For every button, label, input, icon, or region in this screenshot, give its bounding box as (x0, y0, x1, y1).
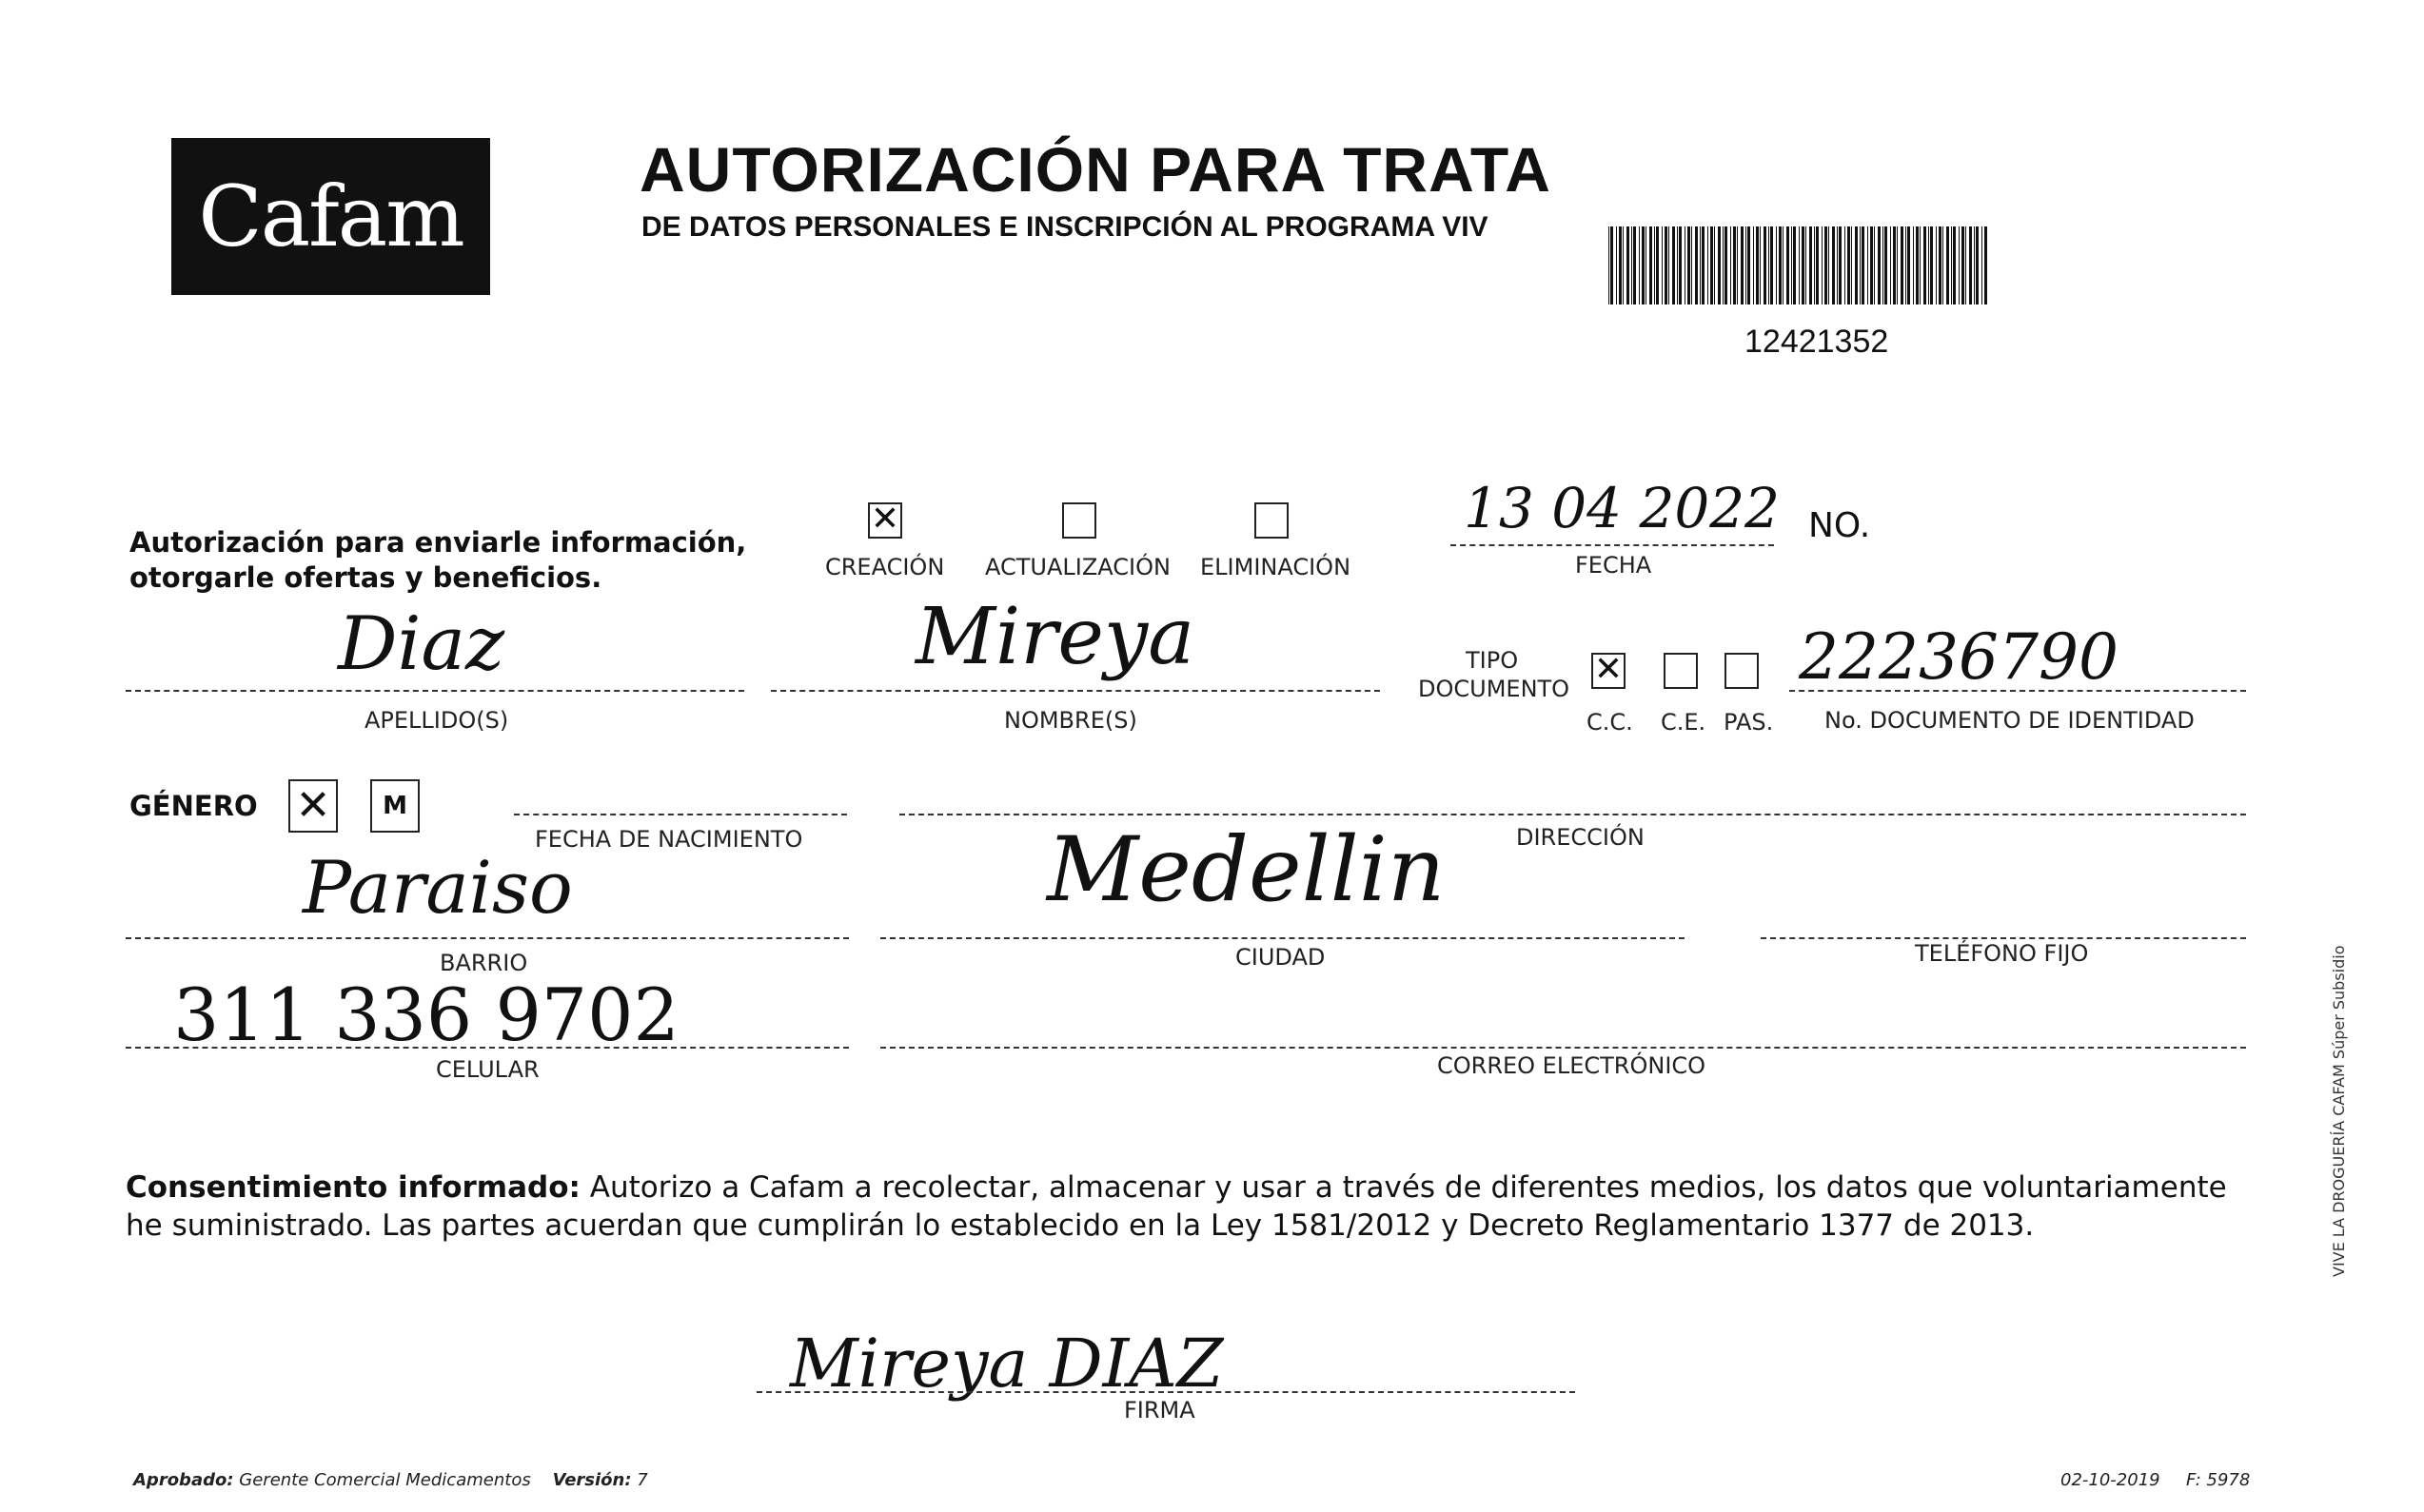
barcode-bar (1905, 226, 1906, 304)
barcode-bar (1665, 226, 1667, 304)
authorization-heading-line2: otorgarle ofertas y beneficios. (129, 561, 602, 594)
barcode-bar (1799, 226, 1800, 304)
barcode-bar (1672, 226, 1675, 304)
barcode-bar (1816, 226, 1819, 304)
tipo-label-line1: TIPO (1466, 647, 1519, 674)
barcode-bar (1619, 226, 1622, 304)
date-value[interactable]: 13 04 2022 (1464, 476, 1781, 540)
barcode-bar (1939, 226, 1941, 304)
barcode-bar (1764, 226, 1766, 304)
barcode-bar (1753, 226, 1754, 304)
barcode-bar (1737, 226, 1738, 304)
direccion-label: DIRECCIÓN (1516, 824, 1645, 851)
barcode-bar (1741, 226, 1744, 304)
barcode-bar (1639, 226, 1640, 304)
barcode-bar (1714, 226, 1715, 304)
barcode-bar (1976, 226, 1979, 304)
barcode-bar (1668, 226, 1669, 304)
documento-value[interactable]: 22236790 (1799, 620, 2119, 694)
barcode-bar (1890, 226, 1891, 304)
barrio-label: BARRIO (440, 950, 528, 976)
genero-label: GÉNERO (129, 790, 258, 822)
barcode-bar (1844, 226, 1845, 304)
barcode-bar (1916, 226, 1919, 304)
date-label: FECHA (1575, 552, 1652, 579)
barcode-bar (1783, 226, 1784, 304)
nombres-label: NOMBRE(S) (1004, 707, 1137, 734)
barcode-bar (1942, 226, 1943, 304)
telefono-fijo-label: TELÉFONO FIJO (1915, 940, 2089, 967)
barcode-bar (1901, 226, 1903, 304)
barcode-bar (1969, 226, 1972, 304)
barcode-bar (1633, 226, 1636, 304)
actualizacion-label: ACTUALIZACIÓN (985, 554, 1171, 580)
barcode-bar (1809, 226, 1812, 304)
apellidos-value[interactable]: Diaz (338, 601, 505, 687)
barcode-bar (1791, 226, 1792, 304)
barcode-bar (1623, 226, 1624, 304)
barcode-bar (1893, 226, 1896, 304)
barcode-bar (1768, 226, 1769, 304)
barcode-bar (1656, 226, 1659, 304)
barcode-bar (1779, 226, 1782, 304)
genero-f-checkbox[interactable] (288, 779, 338, 833)
barcode-bar (1760, 226, 1761, 304)
barcode-bar (1724, 226, 1727, 304)
barcode-bar (1923, 226, 1926, 304)
actualizacion-checkbox[interactable] (1062, 502, 1096, 539)
barrio-value[interactable]: Paraiso (303, 845, 573, 930)
apellidos-label: APELLIDO(S) (365, 707, 509, 734)
barcode-bar (1747, 226, 1750, 304)
barcode-bar (1897, 226, 1898, 304)
genero-m-checkbox[interactable] (370, 779, 420, 833)
barcode-bar (1700, 226, 1701, 304)
barcode-bar (1984, 226, 1987, 304)
consent-text: Autorizo a Cafam a recolectar, almacenar y usar a través de diferentes medios, los datos que voluntariamente he suministrado. Las partes acuerdan que cumplirán lo establecido en la Ley 1581/2012 y Decreto Reglamentario 1377 de 2013. (126, 1170, 2227, 1243)
ciudad-label: CIUDAD (1235, 944, 1326, 971)
eliminacion-checkbox[interactable] (1254, 502, 1289, 539)
barcode-bar (1870, 226, 1873, 304)
barcode-bar (1814, 226, 1815, 304)
checkmark-x-icon: ✕ (870, 500, 900, 539)
barcode-bar (1847, 226, 1850, 304)
cafam-logo: Cafam (171, 138, 490, 295)
ciudad-value[interactable]: Medellin (1047, 818, 1446, 922)
barcode-bar (1691, 226, 1692, 304)
eliminacion-label: ELIMINACIÓN (1200, 554, 1351, 580)
barcode-bar (1946, 226, 1949, 304)
barcode-bar (1707, 226, 1708, 304)
barcode-bar (1837, 226, 1838, 304)
consent-paragraph (126, 1168, 2238, 1245)
barcode-bar (1928, 226, 1929, 304)
barcode-bar (1961, 226, 1964, 304)
barcode-bar (1616, 226, 1617, 304)
barcode-number: 12421352 (1744, 324, 1889, 360)
correo-label: CORREO ELECTRÓNICO (1437, 1052, 1706, 1079)
footer-form-code: F: 5978 (2186, 1470, 2251, 1490)
barcode-bar (1974, 226, 1975, 304)
barcode-bar (1920, 226, 1921, 304)
nombres-value[interactable]: Mireya (916, 592, 1195, 682)
barcode-bar (1793, 226, 1796, 304)
barcode-bar (1662, 226, 1663, 304)
barcode-bar (1745, 226, 1746, 304)
barcode-bar (1679, 226, 1682, 304)
documento-label: No. DOCUMENTO DE IDENTIDAD (1824, 707, 2195, 734)
form-title: AUTORIZACIÓN PARA TRATA (640, 134, 1551, 205)
barcode-bar (1687, 226, 1690, 304)
barcode-bar (1702, 226, 1705, 304)
barcode-bar (1677, 226, 1678, 304)
cc-checkbox[interactable] (1591, 650, 1626, 689)
signature-value[interactable]: Mireya DIAZ (790, 1325, 1224, 1403)
barcode-bar (1631, 226, 1632, 304)
fecha-nacimiento-label: FECHA DE NACIMIENTO (535, 826, 803, 853)
barcode-bar (1913, 226, 1914, 304)
barcode-bar (1824, 226, 1827, 304)
signature-label: FIRMA (1124, 1397, 1195, 1424)
form-subtitle: DE DATOS PERSONALES E INSCRIPCIÓN AL PROGRAMA VIV (641, 211, 1488, 243)
barcode-bar (1884, 226, 1887, 304)
barcode-bar (1839, 226, 1842, 304)
checkmark-x-icon: ✕ (1593, 650, 1624, 689)
barcode-bar (1862, 226, 1864, 304)
no-label: NO. (1808, 506, 1871, 545)
barcode-bar (1718, 226, 1721, 304)
side-vertical-text: VIVE LA DROGUERÍA CAFAM Súper Subsidio (2330, 945, 2348, 1277)
barcode-bar (1695, 226, 1698, 304)
barcode-bar (1930, 226, 1933, 304)
barcode-bar (1981, 226, 1982, 304)
barcode-bar (1776, 226, 1777, 304)
barcode-bar (1733, 226, 1736, 304)
barcode-bar (1642, 226, 1645, 304)
barcode-bar (1832, 226, 1835, 304)
barcode-bar (1851, 226, 1852, 304)
barcode-bar (1907, 226, 1910, 304)
barcode-bar (1802, 226, 1804, 304)
ce-label: C.E. (1661, 709, 1706, 736)
cc-label: C.C. (1586, 709, 1633, 736)
barcode-bar (1730, 226, 1731, 304)
barcode-bar (1882, 226, 1883, 304)
barcode-bar (1959, 226, 1960, 304)
barcode-bar (1878, 226, 1881, 304)
barcode-bar (1936, 226, 1937, 304)
barcode-bar (1855, 226, 1858, 304)
barcode-bar (1723, 226, 1724, 304)
pas-checkbox[interactable] (1724, 653, 1759, 689)
consent-heading: Consentimiento informado: (126, 1170, 581, 1205)
barcode-bar (1649, 226, 1652, 304)
footer-approval: Aprobado: Gerente Comercial Medicamentos Versión: 7 (133, 1470, 648, 1490)
barcode-bar (1805, 226, 1806, 304)
barcode-bar (1770, 226, 1773, 304)
barcode-bar (1860, 226, 1861, 304)
barcode-bar (1610, 226, 1613, 304)
barcode-bar (1626, 226, 1629, 304)
barcode-bar (1951, 226, 1952, 304)
pas-label: PAS. (1724, 709, 1774, 736)
barcode-bar (1822, 226, 1823, 304)
tipo-label-line2: DOCUMENTO (1418, 676, 1570, 702)
creacion-label: CREACIÓN (825, 554, 945, 580)
celular-value[interactable]: 311 336 9702 (173, 972, 680, 1057)
creacion-checkbox[interactable] (868, 502, 902, 539)
barcode-bar (1608, 226, 1609, 304)
barcode-bar (1965, 226, 1966, 304)
barcode-bar (1867, 226, 1868, 304)
authorization-heading-line1: Autorización para enviarle información, (129, 526, 747, 559)
barcode-bar (1828, 226, 1829, 304)
genero-m-label: M (383, 792, 407, 820)
barcode-bar (1953, 226, 1956, 304)
barcode-image (1608, 226, 1989, 304)
checkmark-x-icon: ✕ (295, 781, 331, 830)
footer-date: 02-10-2019 (2060, 1470, 2160, 1490)
barcode-bar (1786, 226, 1789, 304)
celular-label: CELULAR (436, 1056, 540, 1083)
barcode-bar (1756, 226, 1759, 304)
barcode-bar (1654, 226, 1655, 304)
barcode-bar (1874, 226, 1875, 304)
barcode-bar (1710, 226, 1713, 304)
ce-checkbox[interactable] (1664, 653, 1698, 689)
